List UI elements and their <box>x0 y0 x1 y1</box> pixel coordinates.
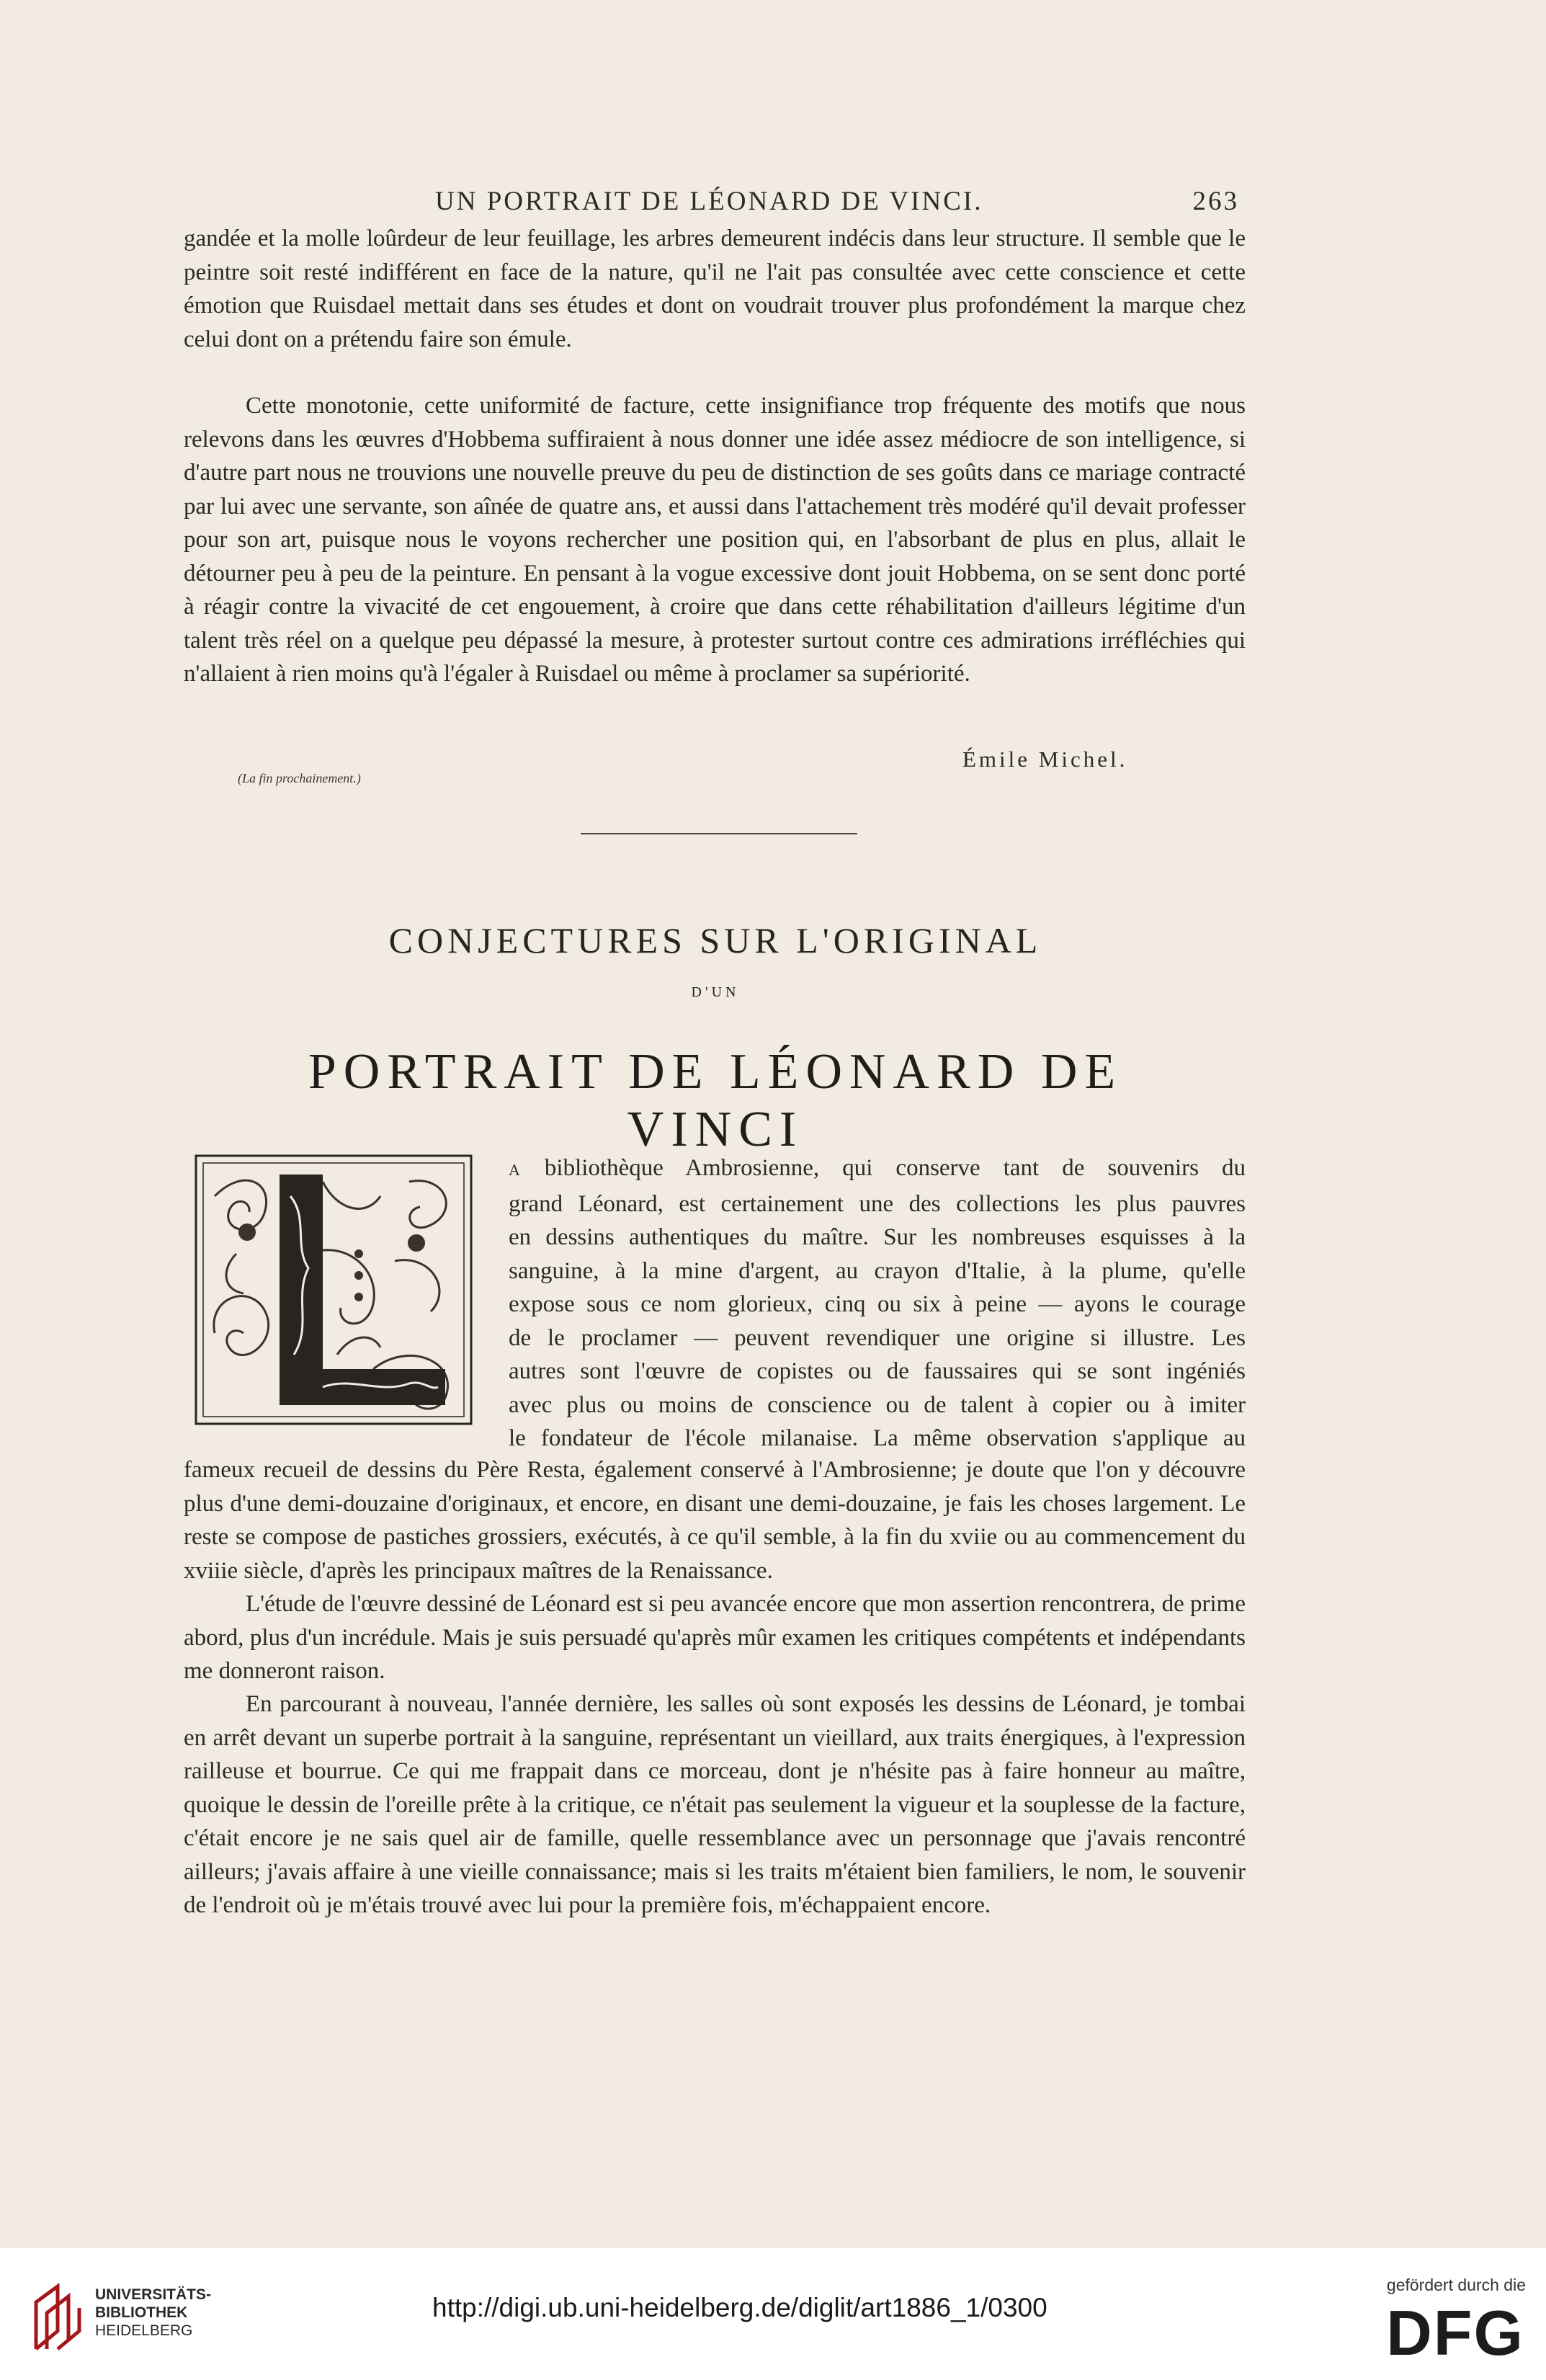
drop-line-5: expose sous ce nom glorieux, cinq ou six à peine — ayons le courage <box>509 1291 1246 1317</box>
library-line-3: HEIDELBERG <box>95 2322 193 2339</box>
article1-paragraph-2: Cette monotonie, cette uniformité de facture, cette insignifiance trop fréquente des motifs que nous relevons dans les œuvres d'Hobbema suffiraient à nous donner une idée assez médiocre de son intelligence, si d'autre part nous ne trouvions une nouvelle preuve du peu de distinction de ses goûts dans ce mariage contracté par lui avec une servante, son aînée de quatre ans, et aussi dans l'attachement très modéré qu'il devait professer pour son art, puisque nous le voyons rechercher une position qui, en l'absorbant de plus en plus, allait le détourner peu à peu de la peinture. En pensant à la vogue excessive dont jouit Hobbema, on se sent donc porté à réagir contre la vivacité de cet engouement, à croire que dans cette réhabilitation d'ailleurs légitime d'un talent très réel on a quelque peu dépassé la mesure, à protester surtout contre ces admirations irréfléchies qui n'allaient à rien moins qu'à l'égaler à Ruisdael ou même à proclamer sa supériorité. <box>184 393 1246 687</box>
drop-line-2: grand Léonard, est certainement une des collections les plus pauvres <box>509 1190 1246 1217</box>
digitization-footer <box>0 2248 1546 2380</box>
dfg-logo: DFG <box>1386 2297 1524 2368</box>
library-line-2: BIBLIOTHEK <box>95 2304 188 2321</box>
article-title-line-3: PORTRAIT DE LÉONARD DE VINCI <box>308 1044 1123 1157</box>
initial-paragraph-lines <box>509 1151 1246 1456</box>
author-signature: Émile Michel. <box>962 746 1128 772</box>
drop-line-8: avec plus ou moins de conscience ou de talent à copier ou à imiter <box>509 1391 1246 1418</box>
drop-line-9: le fondateur de l'école milanaise. La même observation s'applique au <box>509 1425 1246 1451</box>
article2-paragraph-2: L'étude de l'œuvre dessiné de Léonard est si peu avancée encore que mon assertion rencontrera, de prime abord, plus d'un incrédule. Mais je suis persuadé qu'après mûr examen les critiques compétents et indépendants me donneront raison. <box>184 1591 1246 1684</box>
article2-paragraph-3: En parcourant à nouveau, l'année dernière, les salles où sont exposés les dessins de Léonard, je tombai en arrêt devant un superbe portrait à la sanguine, représentant un vieillard, aux traits énergiques, à l'expression railleuse et bourrue. Ce qui me frappait dans ce morceau, dont je n'hésite pas à faire honneur au maître, quoique le dessin de l'oreille prête à la critique, ce n'était pas seulement la vigueur et la souplesse de la facture, c'était encore je ne sais quel air de famille, quelle ressemblance avec un personnage que j'avais rencontré ailleurs; j'avais affaire à une vieille connaissance; mais si les traits m'étaient bien familiers, le nom, le souvenir de l'endroit où je m'étais trouvé avec lui pour la première fois, m'échappaient encore. <box>184 1691 1246 1918</box>
university-library-logo-icon <box>29 2281 83 2353</box>
drop-line-4: sanguine, à la mine d'argent, au crayon d'Italie, à la plume, qu'elle <box>509 1257 1246 1284</box>
drop-line-6: de le proclamer — peuvent revendiquer une origine si illustre. Les <box>509 1324 1246 1351</box>
university-library-name <box>95 2286 211 2340</box>
drop-line-7: autres sont l'œuvre de copistes ou de faussaires qui se sont ingéniés <box>509 1358 1246 1384</box>
permalink-url[interactable]: http://digi.ub.uni-heidelberg.de/diglit/art1886_1/0300 <box>432 2293 1047 2322</box>
continuation-note: (La fin prochainement.) <box>238 771 361 785</box>
article-title-line-2: D'UN <box>691 984 740 1000</box>
funding-label: gefördert durch die <box>1386 2276 1526 2294</box>
library-line-1: UNIVERSITÄTS- <box>95 2286 212 2303</box>
drop-line <box>509 1151 1246 1187</box>
initial-letter-rest: A <box>509 1161 522 1179</box>
page-number: 263 <box>1192 187 1239 216</box>
running-title: UN PORTRAIT DE LÉONARD DE VINCI. <box>435 187 983 216</box>
drop-line-3: en dessins authentiques du maître. Sur les nombreuses esquisses à la <box>509 1224 1246 1250</box>
section-divider <box>581 833 857 834</box>
article2-paragraph-1-continued: fameux recueil de dessins du Père Resta, également conservé à l'Ambrosienne; je doute que l'on y découvre plus d'une demi-douzaine d'originaux, et encore, en disant une demi-douzaine, je fais les choses largement. Le reste se compose de pastiches grossiers, exécutés, à ce qu'il semble, à la fin du xviie ou au commencement du xviiie siècle, d'après les principaux maîtres de la Renaissance. <box>184 1457 1246 1584</box>
article1-paragraph-1: gandée et la molle loûrdeur de leur feuillage, les arbres demeurent indécis dans leur structure. Il semble que le peintre soit resté indifférent en face de la nature, qu'il ne l'ait pas consultée avec cette conscience et cette émotion que Ruisdael mettait dans ses études et dont on voudrait trouver plus profondément la marque chez celui dont on a prétendu faire son émule. <box>184 226 1246 352</box>
article-title-line-1: CONJECTURES SUR L'ORIGINAL <box>388 920 1042 961</box>
ornamental-initial-l-icon <box>193 1153 474 1427</box>
drop-line-1-visible: bibliothèque Ambrosienne, qui conserve tant de souvenirs du <box>521 1155 1246 1181</box>
